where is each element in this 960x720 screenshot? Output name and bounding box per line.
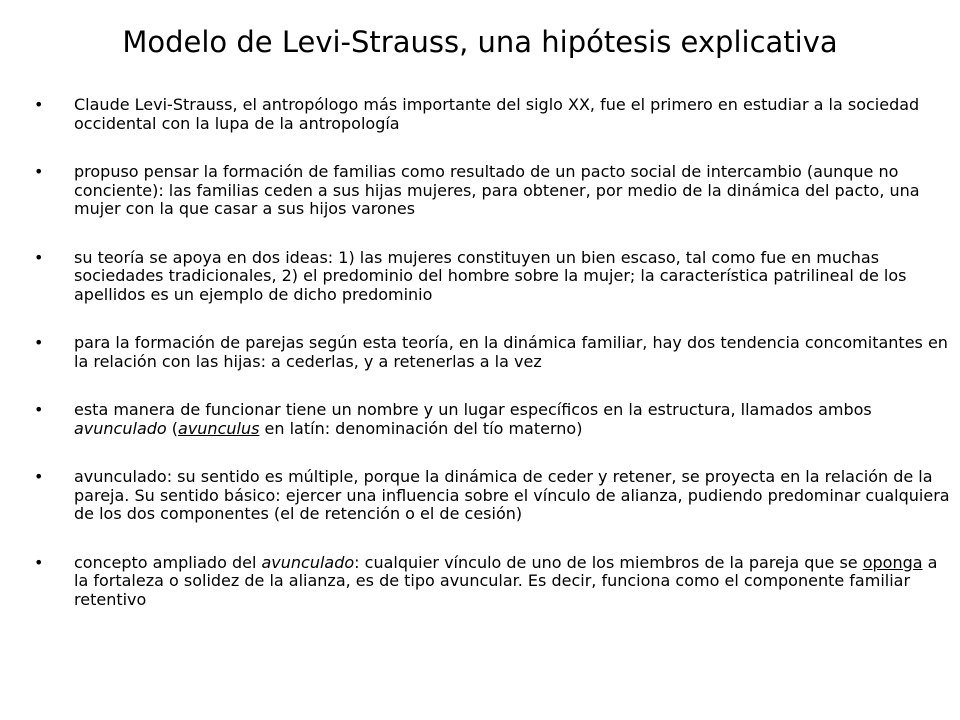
text-segment: a la fortaleza o solidez de la alianza, es de tipo avuncular. Es decir, funciona como el componente familiar retentivo	[74, 552, 938, 609]
bullet-item	[34, 249, 950, 305]
text-segment: para la formación de parejas según esta teoría, en la dinámica familiar, hay dos tendencia concomitantes en la relación con las hijas: a cederlas, y a retenerlas a la vez	[74, 333, 948, 371]
text-segment: en latín: denominación del tío materno)	[259, 418, 583, 438]
bullet-text	[74, 333, 948, 371]
bullet-dot-icon: •	[34, 552, 44, 572]
bullet-text	[74, 400, 872, 438]
bullet-text	[74, 162, 920, 218]
bullet-text	[74, 248, 907, 304]
emphasized-term: avunculado	[261, 552, 355, 572]
bullet-list	[34, 96, 950, 609]
emphasized-term: avunculado	[74, 418, 167, 438]
text-segment: propuso pensar la formación de familias como resultado de un pacto social de intercambio (aunque no conciente): las familias ceden a sus hijas mujeres, para obtener, por medio de la dinámica del pacto, una mujer con la que casar a sus hijos varones	[74, 162, 920, 218]
bullet-dot-icon: •	[34, 162, 44, 181]
text-segment: avunculado: su sentido es múltiple, porque la dinámica de ceder y retener, se proyecta en la relación de la pareja. Su sentido básico: ejercer una influencia sobre el vínculo de alianza, pudiendo predominar cualquiera de los dos componentes (el de retención o el de cesión)	[74, 467, 950, 523]
bullet-item	[34, 96, 950, 133]
emphasized-term: oponga	[862, 552, 923, 572]
bullet-item	[34, 554, 950, 610]
text-segment: esta manera de funcionar tiene un nombre y un lugar específicos en la estructura, llamados ambos	[74, 400, 872, 419]
text-segment: (	[166, 418, 179, 438]
bullet-item	[34, 468, 950, 524]
bullet-dot-icon: •	[34, 247, 44, 267]
bullet-text	[74, 95, 919, 133]
bullet-dot-icon: •	[34, 400, 44, 419]
slide-title: Modelo de Levi-Strauss, una hipótesis explicativa	[122, 25, 838, 59]
bullet-text	[74, 553, 937, 609]
emphasized-term: avunculus	[178, 418, 260, 438]
bullet-item	[34, 334, 950, 371]
bullet-item	[34, 163, 950, 219]
text-segment: Claude Levi-Strauss, el antropólogo más importante del siglo XX, fue el primero en estudiar a la sociedad occidental con la lupa de la antropología	[74, 95, 920, 133]
bullet-dot-icon: •	[34, 95, 44, 114]
text-segment: concepto ampliado del	[74, 552, 262, 572]
text-segment: : cualquier vínculo de uno de los miembros de la pareja que se	[354, 552, 863, 572]
bullet-text	[74, 467, 950, 523]
text-segment: su teoría se apoya en dos ideas: 1) las mujeres constituyen un bien escaso, tal como fue en muchas sociedades tradicionales, 2) el predominio del hombre sobre la mujer; la característica patrilineal de los apellidos es un ejemplo de dicho predominio	[74, 247, 907, 304]
bullet-dot-icon: •	[34, 467, 44, 486]
bullet-item	[34, 401, 950, 438]
bullet-dot-icon: •	[34, 333, 44, 352]
